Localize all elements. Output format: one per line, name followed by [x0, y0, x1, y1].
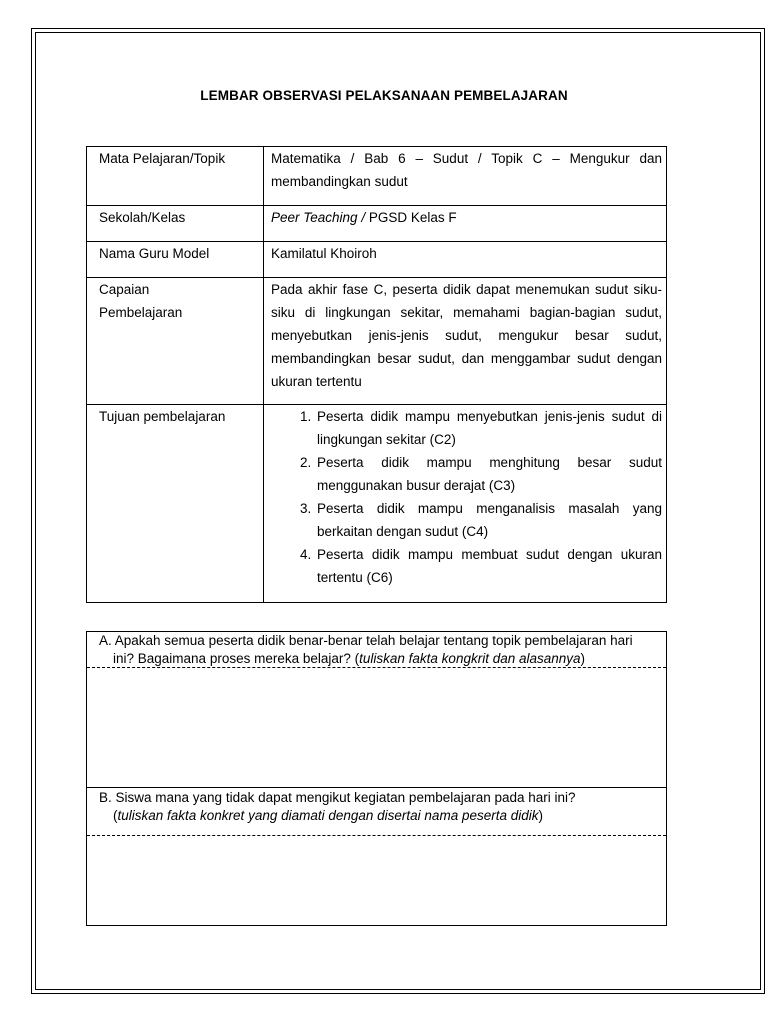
label-cell	[87, 147, 264, 206]
question-a	[99, 632, 660, 668]
list-item: 3. Peserta didik mampu menganalisis masalah yang berkaitan dengan sudut (C4)	[315, 497, 662, 543]
question-a-line1: A. Apakah semua peserta didik benar-benar telah belajar tentang topik pembelajaran hari	[99, 633, 633, 648]
label-cell	[87, 206, 264, 242]
observation-box	[86, 631, 667, 926]
question-b	[99, 789, 660, 825]
label-cell	[87, 405, 264, 603]
document-title: LEMBAR OBSERVASI PELAKSANAAN PEMBELAJARAN	[200, 88, 568, 103]
table-row	[87, 278, 667, 405]
table-row	[87, 147, 667, 206]
question-b-line2-start: (	[113, 808, 118, 823]
list-item: 4. Peserta didik mampu membuat sudut dengan ukuran tertentu (C6)	[315, 543, 662, 589]
question-a-line2-end: )	[580, 651, 586, 666]
guru-label: Nama Guru Model	[99, 246, 210, 261]
info-table	[86, 146, 667, 603]
question-b-line2	[99, 807, 660, 825]
sekolah-value	[271, 206, 662, 229]
question-b-line2-end: )	[538, 808, 543, 823]
guru-value: Kamilatul Khoiroh	[271, 246, 377, 261]
dashed-divider	[87, 667, 666, 668]
question-a-line2-plain: ini? Bagaimana proses mereka belajar? (	[113, 651, 360, 666]
sekolah-value-rest: PGSD Kelas F	[365, 210, 457, 225]
tujuan-list	[271, 405, 662, 589]
value-cell	[264, 278, 667, 405]
mata-pelajaran-value: Matematika / Bab 6 – Sudut / Topik C – Mengukur dan membandingkan sudut	[271, 151, 662, 189]
question-b-line1: B. Siswa mana yang tidak dapat mengikut kegiatan pembelajaran pada hari ini?	[99, 790, 576, 805]
question-b-line2-italic: tuliskan fakta konkret yang diamati dengan disertai nama peserta didik	[117, 808, 539, 823]
question-a-line2-italic: tuliskan fakta kongkrit dan alasannya	[359, 651, 581, 666]
list-item: 2. Peserta didik mampu menghitung besar sudut menggunakan busur derajat (C3)	[315, 451, 662, 497]
capaian-value: Pada akhir fase C, peserta didik dapat menemukan sudut siku-siku di lingkungan sekitar, memahami bagian-bagian sudut, menyebutkan jenis-jenis sudut, mengukur besar sudut, membandingkan besar sudut, dan menggambar sudut dengan ukuran tertentu	[271, 282, 662, 389]
value-cell	[264, 405, 667, 603]
table-row	[87, 206, 667, 242]
label-cell	[87, 278, 264, 405]
dashed-divider	[87, 835, 666, 836]
section-divider	[87, 787, 666, 788]
value-cell	[264, 147, 667, 206]
label-cell	[87, 242, 264, 278]
sekolah-value-italic: Peer Teaching /	[271, 210, 366, 225]
tujuan-label: Tujuan pembelajaran	[99, 409, 226, 424]
question-a-line2	[99, 650, 660, 668]
table-row	[87, 242, 667, 278]
capaian-label: Capaian Pembelajaran	[99, 282, 183, 320]
value-cell	[264, 242, 667, 278]
list-item: 1. Peserta didik mampu menyebutkan jenis-jenis sudut di lingkungan sekitar (C2)	[315, 405, 662, 451]
value-cell	[264, 206, 667, 242]
sekolah-label: Sekolah/Kelas	[99, 210, 186, 225]
mata-pelajaran-label: Mata Pelajaran/Topik	[99, 151, 226, 166]
table-row	[87, 405, 667, 603]
